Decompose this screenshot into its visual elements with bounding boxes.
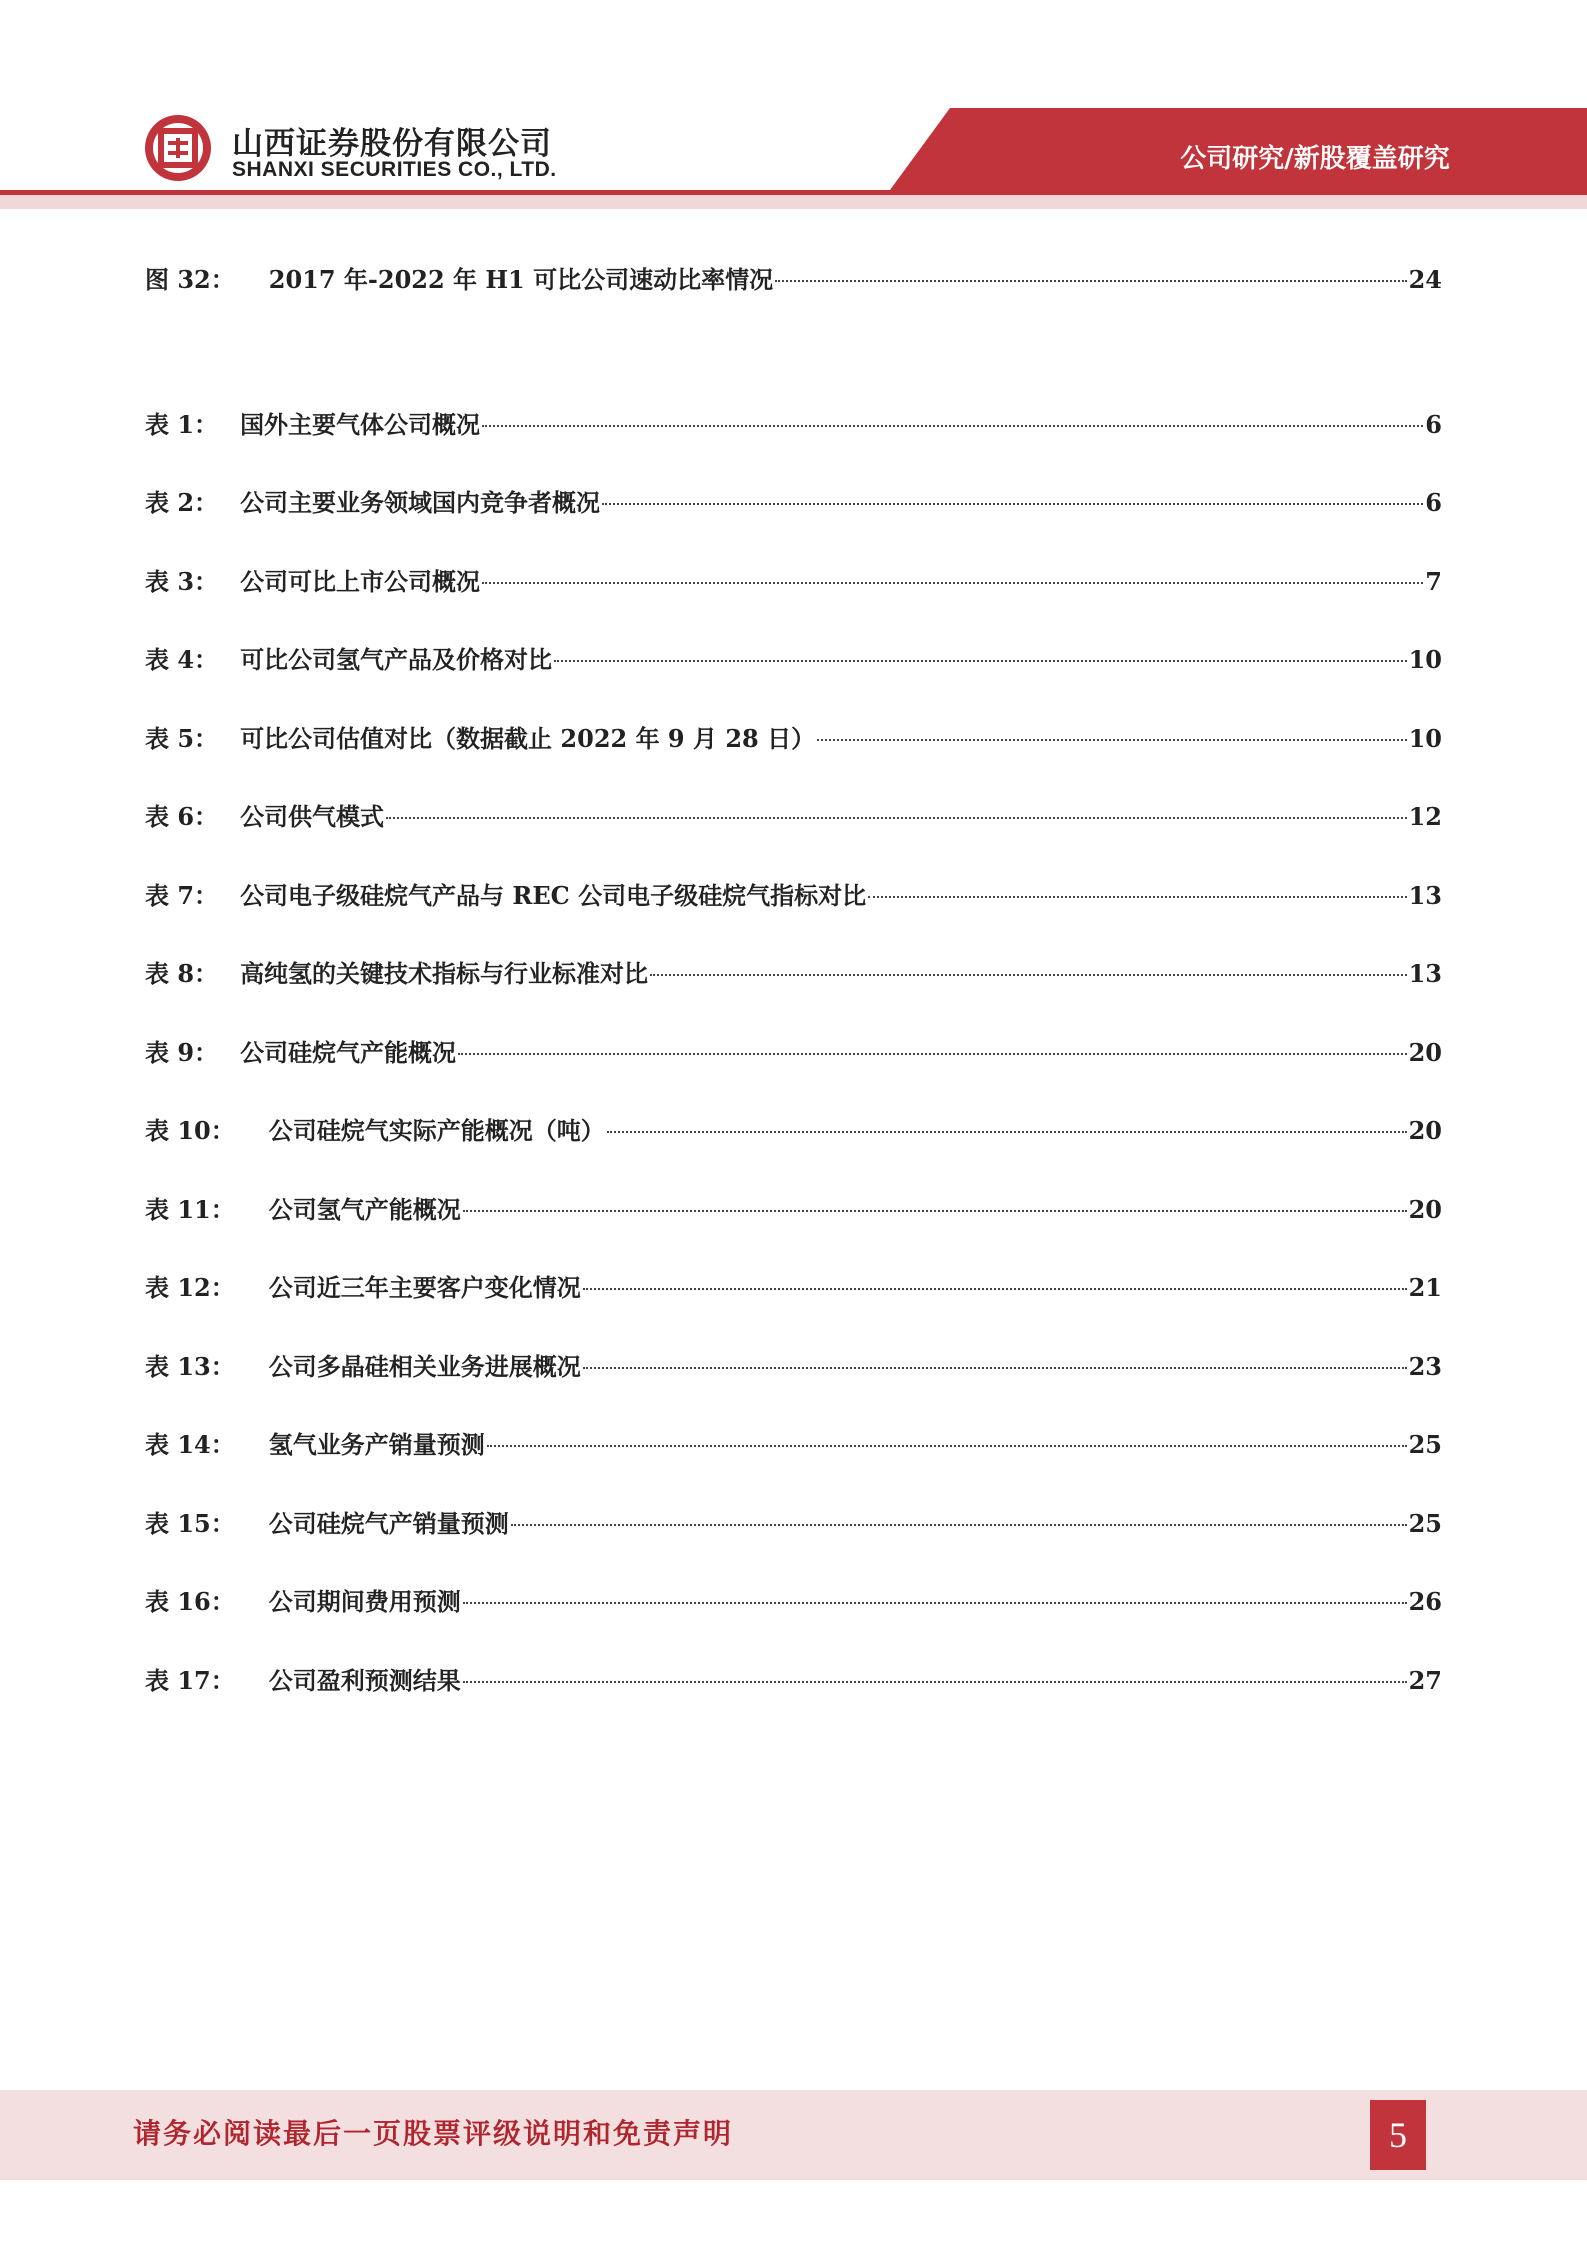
toc-entry-title: 公司供气模式	[240, 802, 385, 831]
toc-entry-title: 公司盈利预测结果	[268, 1666, 461, 1695]
toc-leader-dots	[482, 582, 1423, 584]
toc-leader-dots	[511, 1524, 1407, 1526]
toc-entry-table-4[interactable]	[145, 640, 1442, 680]
toc-entry-label: 表 15：	[145, 1509, 235, 1538]
toc-leader-dots	[482, 425, 1423, 427]
toc-leader-dots	[650, 974, 1407, 976]
toc-leader-dots	[554, 660, 1407, 662]
toc-entry-title: 国外主要气体公司概况	[240, 410, 481, 439]
toc-entry-table-12[interactable]	[145, 1268, 1442, 1308]
toc-entry-label: 表 12：	[145, 1273, 235, 1302]
toc-entry-table-7[interactable]	[145, 876, 1442, 916]
toc-entry-table-1[interactable]	[145, 405, 1442, 445]
toc-entry-table-14[interactable]	[145, 1425, 1442, 1465]
toc-leader-dots	[817, 739, 1407, 741]
toc-entry-page: 20	[1408, 1116, 1442, 1145]
company-logo-icon	[142, 112, 214, 184]
toc-entry-page: 6	[1425, 410, 1442, 439]
toc-entry-table-11[interactable]	[145, 1190, 1442, 1230]
toc-entry-label: 图 32：	[145, 265, 235, 294]
toc-entry-label: 表 6：	[145, 802, 219, 831]
toc-entry-page: 26	[1408, 1587, 1442, 1616]
toc-entry-page: 7	[1425, 567, 1442, 596]
toc-entry-label: 表 1：	[145, 410, 219, 439]
toc-entry-table-17[interactable]	[145, 1661, 1442, 1701]
toc-entry-table-13[interactable]	[145, 1347, 1442, 1387]
toc-entry-label: 表 9：	[145, 1038, 219, 1067]
toc-entry-title: 公司硅烷气实际产能概况（吨）	[268, 1116, 605, 1145]
toc-entry-title: 高纯氢的关键技术指标与行业标准对比	[240, 959, 649, 988]
page-number: 5	[1370, 2100, 1426, 2170]
toc-leader-dots	[583, 1288, 1407, 1290]
toc-entry-page: 20	[1408, 1195, 1442, 1224]
toc-leader-dots	[463, 1681, 1407, 1683]
toc-entry-page: 21	[1408, 1273, 1442, 1302]
toc-entry-title: 可比公司估值对比（数据截止 2022 年 9 月 28 日）	[240, 724, 816, 753]
company-name-en: SHANXI SECURITIES CO., LTD.	[232, 158, 557, 181]
toc-entry-page: 20	[1408, 1038, 1442, 1067]
toc-entry-label: 表 16：	[145, 1587, 235, 1616]
toc-entry-label: 表 13：	[145, 1352, 235, 1381]
toc-leader-dots	[607, 1131, 1407, 1133]
toc-entry-page: 23	[1408, 1352, 1442, 1381]
toc-entry-page: 25	[1408, 1509, 1442, 1538]
toc-entry-page: 6	[1425, 488, 1442, 517]
toc-entry-page: 10	[1408, 645, 1442, 674]
page-header	[0, 0, 1587, 215]
toc-entry-label: 表 8：	[145, 959, 219, 988]
toc-leader-dots	[458, 1053, 1407, 1055]
toc-entry-page: 13	[1408, 881, 1442, 910]
toc-entry-table-16[interactable]	[145, 1582, 1442, 1622]
toc-entry-title: 公司硅烷气产能概况	[240, 1038, 457, 1067]
toc-leader-dots	[583, 1367, 1407, 1369]
toc-entry-table-15[interactable]	[145, 1504, 1442, 1544]
toc-entry-page: 25	[1408, 1430, 1442, 1459]
toc-entry-title: 2017 年-2022 年 H1 可比公司速动比率情况	[268, 265, 774, 294]
toc-entry-label: 表 7：	[145, 881, 219, 910]
toc-entry-page: 24	[1408, 265, 1442, 294]
company-name-cn: 山西证券股份有限公司	[232, 126, 552, 162]
toc-entry-table-2[interactable]	[145, 483, 1442, 523]
toc-entry-label: 表 17：	[145, 1666, 235, 1695]
toc-entry-title: 可比公司氢气产品及价格对比	[240, 645, 553, 674]
toc-leader-dots	[775, 280, 1406, 282]
toc-entry-title: 公司可比上市公司概况	[240, 567, 481, 596]
header-band	[0, 0, 1587, 215]
toc-entry-label: 表 5：	[145, 724, 219, 753]
toc-entry-label: 表 14：	[145, 1430, 235, 1459]
toc-entry-title: 公司多晶硅相关业务进展概况	[268, 1352, 581, 1381]
toc-entry-page: 10	[1408, 724, 1442, 753]
toc-leader-dots	[868, 896, 1406, 898]
toc-entry-table-6[interactable]	[145, 797, 1442, 837]
toc-leader-dots	[463, 1602, 1407, 1604]
toc-entry-label: 表 3：	[145, 567, 219, 596]
toc-entry-title: 公司主要业务领域国内竞争者概况	[240, 488, 601, 517]
toc-entry-title: 公司氢气产能概况	[268, 1195, 461, 1224]
toc-entry-title: 公司硅烷气产销量预测	[268, 1509, 509, 1538]
toc-entry-title: 氢气业务产销量预测	[268, 1430, 485, 1459]
disclaimer-link[interactable]: 请务必阅读最后一页股票评级说明和免责声明	[133, 2117, 734, 2150]
toc-entry-title: 公司近三年主要客户变化情况	[268, 1273, 581, 1302]
toc-entry-table-9[interactable]	[145, 1033, 1442, 1073]
toc-entry-label: 表 2：	[145, 488, 219, 517]
toc-entry-label: 表 4：	[145, 645, 219, 674]
toc-entry-title: 公司期间费用预测	[268, 1587, 461, 1616]
toc-entry-table-3[interactable]	[145, 562, 1442, 602]
toc-entry-table-5[interactable]	[145, 719, 1442, 759]
toc-leader-dots	[487, 1445, 1407, 1447]
toc-entry-table-10[interactable]	[145, 1111, 1442, 1151]
toc-leader-dots	[386, 817, 1407, 819]
toc-entry-page: 27	[1408, 1666, 1442, 1695]
toc-entry-page: 12	[1408, 802, 1442, 831]
toc-leader-dots	[463, 1210, 1407, 1212]
report-type-label: 公司研究/新股覆盖研究	[1180, 144, 1450, 174]
page-footer	[0, 2090, 1587, 2180]
toc-entry-table-8[interactable]	[145, 954, 1442, 994]
toc-entry-label: 表 10：	[145, 1116, 235, 1145]
toc-entry-page: 13	[1408, 959, 1442, 988]
toc-entry-figure-32[interactable]	[145, 260, 1442, 300]
toc-leader-dots	[602, 503, 1423, 505]
toc-entry-title: 公司电子级硅烷气产品与 REC 公司电子级硅烷气指标对比	[240, 881, 867, 910]
toc-entry-label: 表 11：	[145, 1195, 235, 1224]
